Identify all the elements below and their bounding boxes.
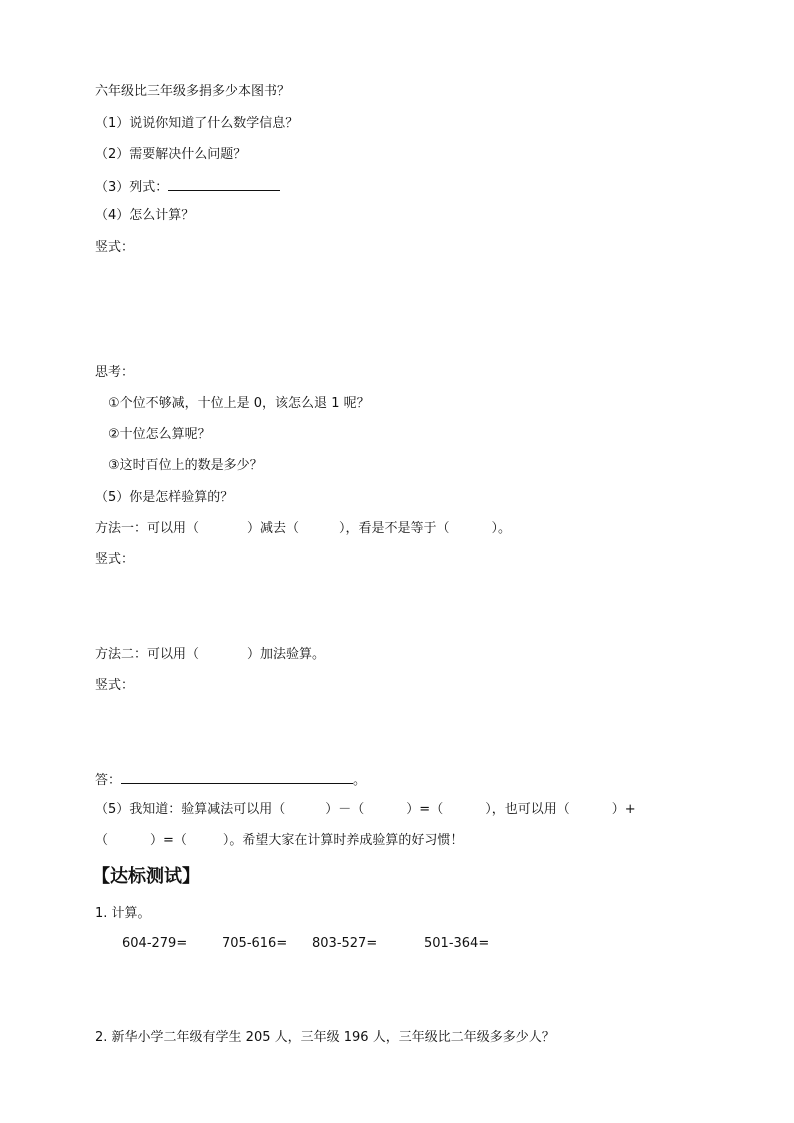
- method-1: [95, 521, 511, 537]
- question-4: （4）怎么计算？: [95, 208, 195, 223]
- test-item-2: 2. 新华小学二年级有学生 205 人，三年级 196 人，三年级比二年级多多少人？: [95, 1030, 555, 1045]
- answer-label: 答：: [95, 773, 122, 788]
- question-3: [95, 178, 280, 196]
- calc-item: 803-527=: [312, 936, 378, 951]
- know-text-d: ），也可以用（: [485, 802, 570, 817]
- think-item-3: ③这时百位上的数是多少？: [108, 458, 263, 473]
- vertical-label-2: 竖式：: [95, 552, 135, 567]
- calc-item: 501-364=: [424, 936, 490, 951]
- method-1-text-c: ），看是不是等于（: [339, 521, 450, 536]
- method-2-text-a: 方法二：可以用（: [95, 647, 200, 662]
- vertical-label-3: 竖式：: [95, 678, 135, 693]
- method-1-text-a: 方法一：可以用（: [95, 521, 200, 536]
- think-item-1: ①个位不够减，十位上是 0，该怎么退 1 呢？: [108, 396, 370, 411]
- test-item-1: 1. 计算。: [95, 906, 151, 921]
- question-5: （5）你是怎样验算的？: [95, 490, 234, 505]
- answer-line: [95, 771, 366, 789]
- know2-text-c: ）。希望大家在计算时养成验算的好习惯！: [222, 833, 464, 848]
- question-2: （2）需要解决什么问题？: [95, 147, 247, 162]
- vertical-label-1: 竖式：: [95, 240, 135, 255]
- know-text-a: （5）我知道：验算减法可以用（: [95, 802, 286, 817]
- think-label: 思考：: [95, 365, 135, 380]
- know2-text-b: ）=（: [150, 833, 187, 848]
- know-text-c: ）=（: [406, 802, 444, 817]
- answer-end: 。: [353, 773, 367, 788]
- calc-item: 604-279=: [122, 936, 188, 951]
- question-3-label: （3）列式：: [95, 180, 169, 195]
- calc-row: [0, 936, 500, 952]
- calc-item: 705-616=: [222, 936, 288, 951]
- question-title: 六年级比三年级多捐多少本图书？: [95, 84, 291, 99]
- know-text-e: ）+: [611, 802, 636, 817]
- method-1-text-d: ）。: [491, 521, 512, 536]
- formula-blank[interactable]: [168, 178, 280, 191]
- method-1-text-b: ）减去（: [247, 521, 300, 536]
- test-heading: 【达标测试】: [92, 866, 200, 887]
- method-2: [95, 647, 325, 663]
- think-item-2: ②十位怎么算呢？: [108, 427, 211, 442]
- know-line-2: [95, 833, 463, 849]
- know-text-b: ）－（: [325, 802, 365, 817]
- know-line-1: [95, 802, 636, 818]
- method-2-text-b: ）加法验算。: [247, 647, 326, 662]
- question-1: （1）说说你知道了什么数学信息？: [95, 116, 299, 131]
- know2-text-a: （: [95, 833, 109, 848]
- answer-blank[interactable]: [121, 771, 353, 784]
